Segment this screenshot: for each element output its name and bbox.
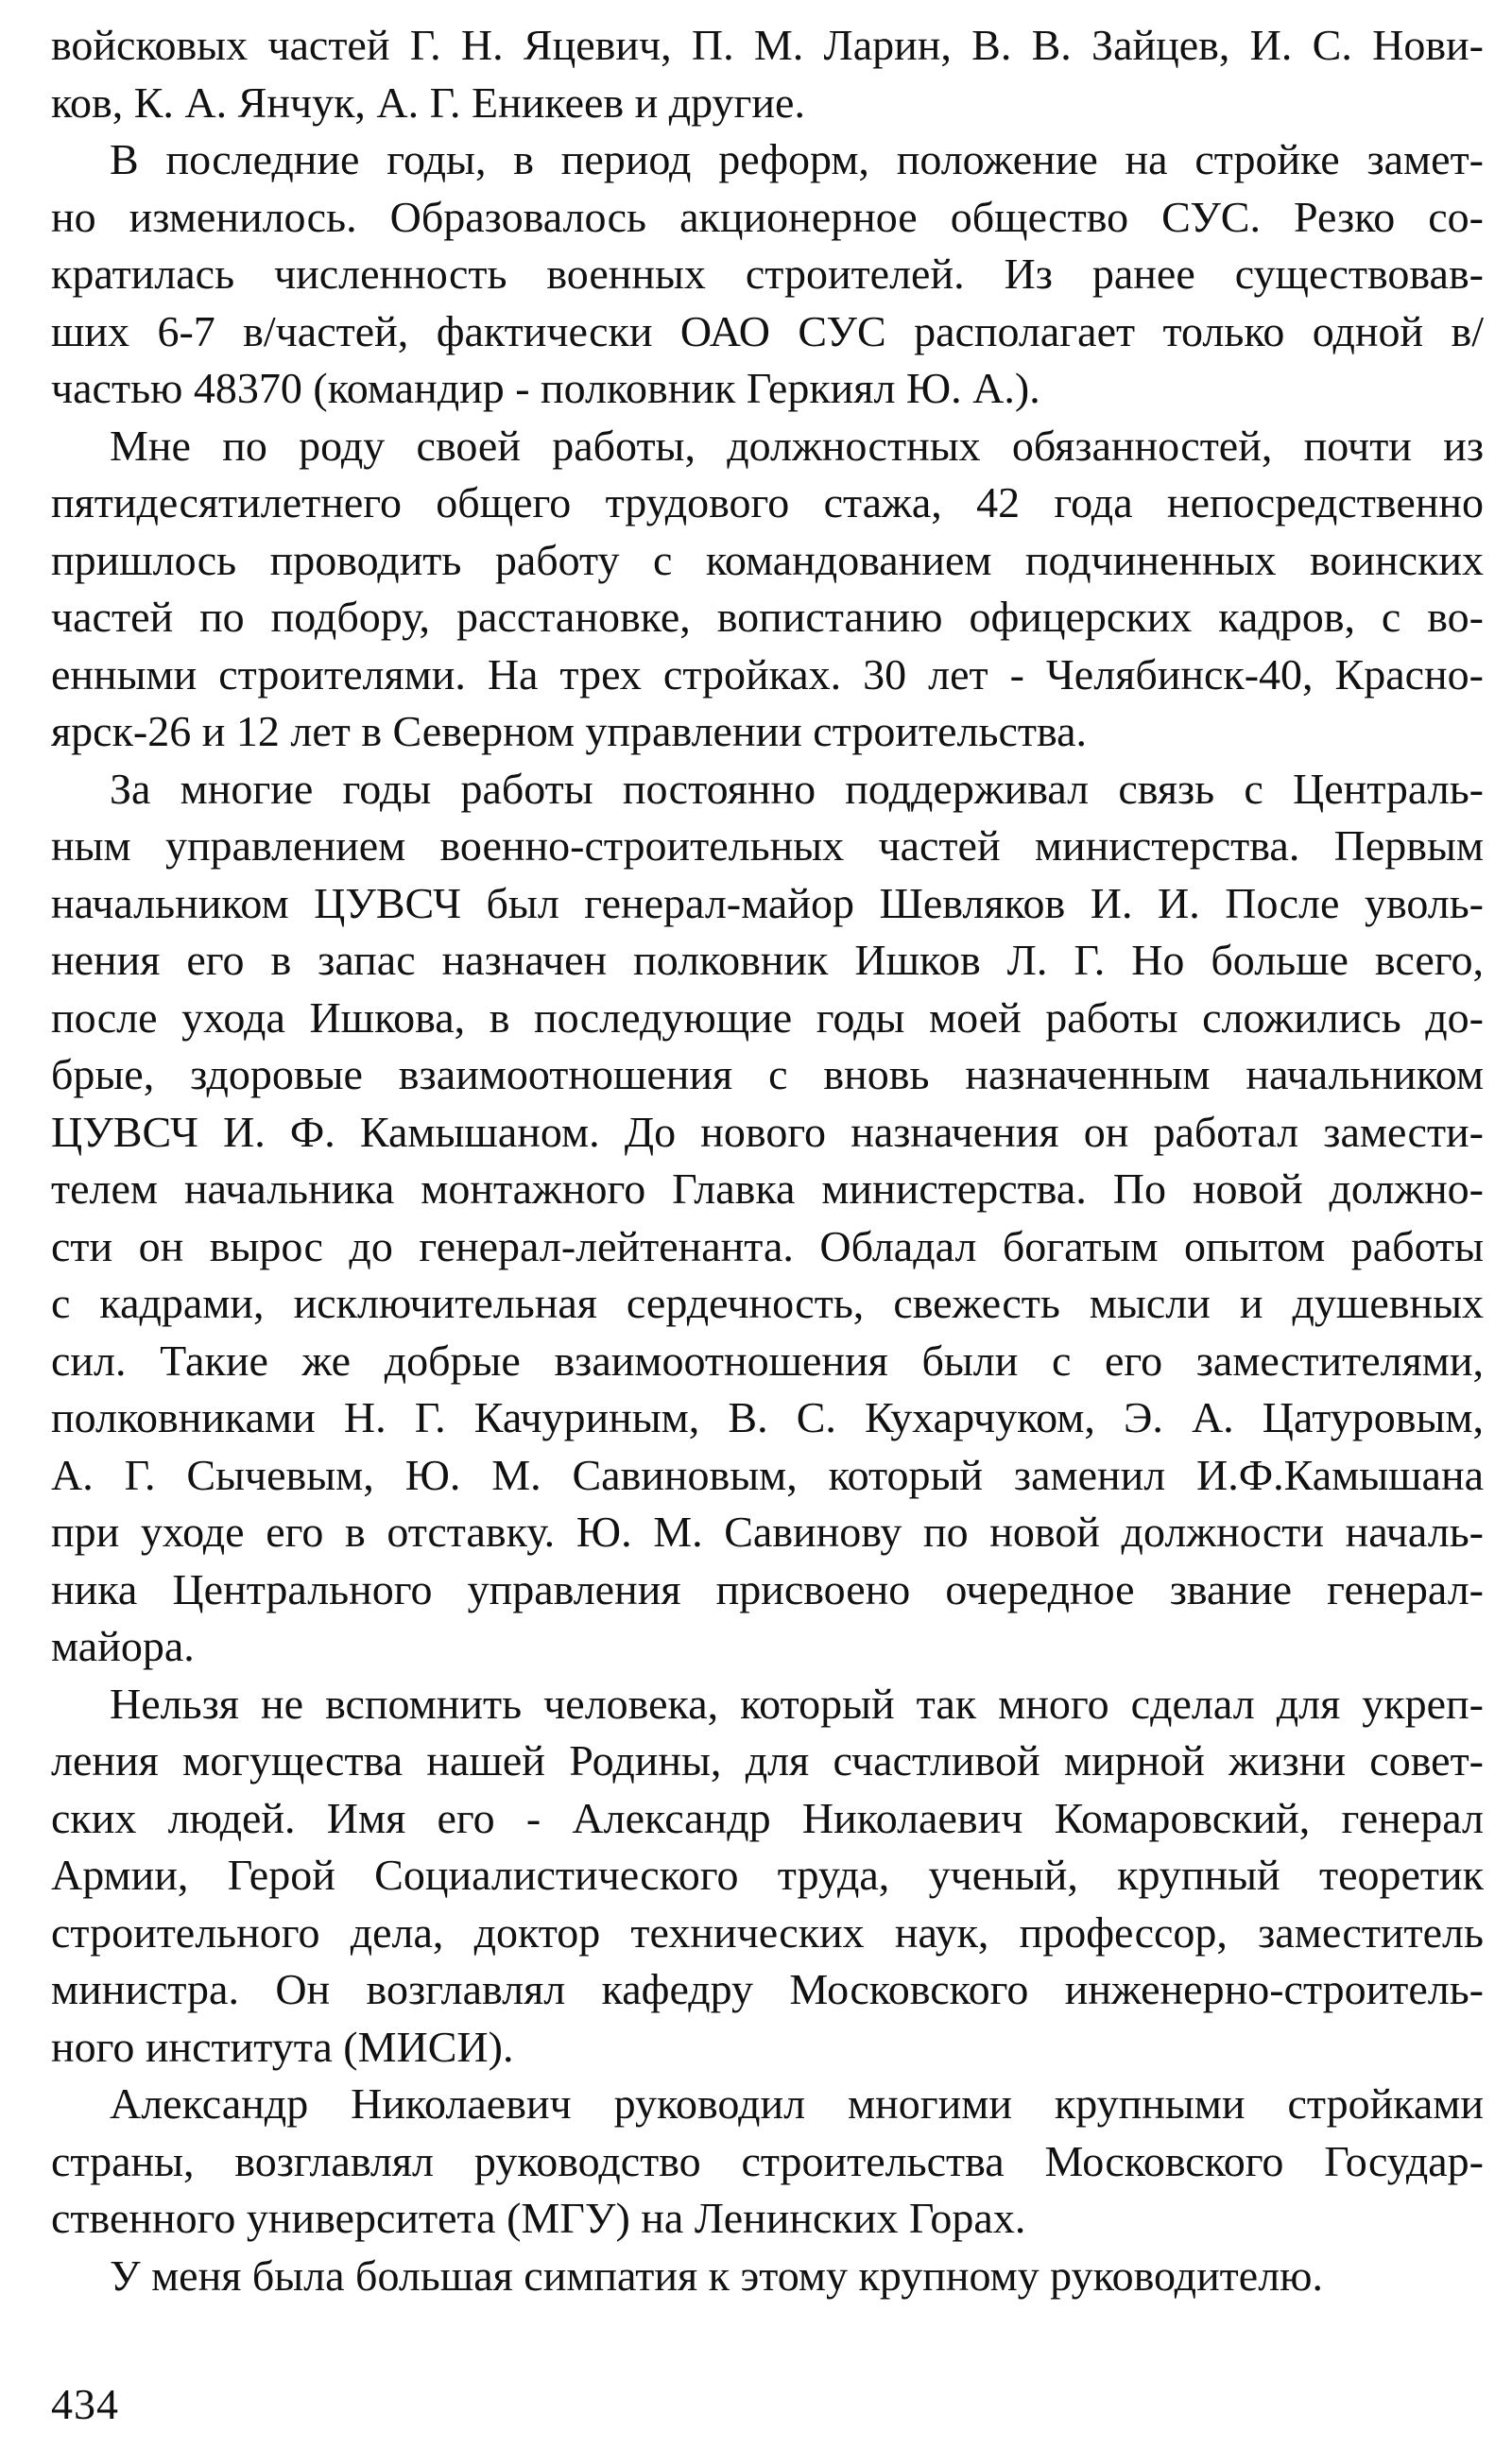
text-line: брые, здоровые взаимоотношения с вновь назначенным начальником	[51, 1050, 1484, 1098]
text-line: За многие годы работы постоянно поддерживал связь с Централь-	[110, 764, 1484, 813]
text-line: ственного университета (МГУ) на Ленинских Горах.	[51, 2194, 1026, 2242]
paragraph	[51, 418, 1484, 761]
text-line: ских людей. Имя его - Александр Николаевич Комаровский, генерал	[51, 1793, 1484, 1842]
text-line: страны, возглавлял руководство строительства Московского Государ-	[51, 2136, 1484, 2185]
text-line: ЦУВСЧ И. Ф. Камышаном. До нового назначения он работал замести-	[51, 1107, 1484, 1156]
paragraph	[51, 2248, 1484, 2305]
text-line: частью 48370 (командир - полковник Геркиял Ю. А.).	[51, 364, 1040, 412]
text-line: с кадрами, исключительная сердечность, свежесть мысли и душевных	[51, 1279, 1484, 1327]
text-line: Нельзя не вспомнить человека, который так много сделал для укреп-	[110, 1679, 1484, 1728]
paragraph	[51, 131, 1484, 418]
text-line: ков, К. А. Янчук, А. Г. Еникеев и другие.	[51, 78, 805, 127]
text-line: майора.	[51, 1622, 195, 1670]
text-line: но изменилось. Образовалось акционерное общество СУС. Резко со-	[51, 192, 1484, 241]
text-line: енными строителями. На трех стройках. 30 лет - Челябинск-40, Красно-	[51, 649, 1484, 698]
page-number: 434	[51, 2380, 119, 2428]
text-line: Армии, Герой Социалистического труда, ученый, крупный теоретик	[51, 1851, 1484, 1899]
text-line: Александр Николаевич руководил многими крупными стройками	[110, 2079, 1484, 2128]
text-line: телем начальника монтажного Главка министерства. По новой должно-	[51, 1164, 1484, 1213]
paragraph	[51, 2076, 1484, 2248]
text-line: У меня была большая симпатия к этому крупному руководителю.	[110, 2251, 1324, 2300]
paragraph	[51, 761, 1484, 1676]
text-line: ного института (МИСИ).	[51, 2022, 514, 2071]
text-line: строительного дела, доктор технических наук, профессор, заместитель	[51, 1907, 1484, 1957]
text-line: ления могущества нашей Родины, для счастливой мирной жизни совет-	[51, 1736, 1484, 1785]
text-line: частей по подбору, расстановке, вопистанию офицерских кадров, с во-	[51, 593, 1484, 641]
text-line: начальником ЦУВСЧ был генерал-майор Шевляков И. И. После уволь-	[51, 878, 1484, 927]
text-line: ника Центрального управления присвоено очередное звание генерал-	[51, 1564, 1484, 1613]
text-line: ших 6-7 в/частей, фактически ОАО СУС располагает только одной в/	[51, 306, 1484, 355]
text-line: сти он вырос до генерал-лейтенанта. Обладал богатым опытом работы	[51, 1221, 1484, 1270]
text-line: сил. Такие же добрые взаимоотношения были с его заместителями,	[51, 1336, 1484, 1385]
body-text	[51, 17, 1484, 2304]
text-line: ярск-26 и 12 лет в Северном управлении строительства.	[51, 707, 1088, 755]
text-line: при уходе его в отставку. Ю. М. Савинову по новой должности началь-	[51, 1508, 1484, 1556]
text-line: Мне по роду своей работы, должностных обязанностей, почти из	[110, 421, 1484, 470]
text-line: пятидесятилетнего общего трудового стажа, 42 года непосредственно	[51, 478, 1484, 526]
text-line: В последние годы, в период реформ, положение на стройке замет-	[110, 135, 1484, 183]
text-line: кратилась численность военных строителей. Из ранее существовав-	[51, 250, 1484, 298]
text-line: полковниками Н. Г. Качуриным, В. С. Кухарчуком, Э. А. Цатуровым,	[51, 1393, 1484, 1441]
paragraph	[51, 1676, 1484, 2077]
text-line: министра. Он возглавлял кафедру Московского инженерно-строитель-	[51, 1965, 1484, 2013]
text-line: А. Г. Сычевым, Ю. М. Савиновым, который заменил И.Ф.Камышана	[51, 1450, 1484, 1499]
text-line: пришлось проводить работу с командованием подчиненных воинских	[51, 535, 1484, 584]
text-line: нения его в запас назначен полковник Ишков Л. Г. Но больше всего,	[51, 936, 1484, 984]
text-line: после ухода Ишкова, в последующие годы моей работы сложились до-	[51, 992, 1484, 1042]
text-line: ным управлением военно-строительных частей министерства. Первым	[51, 821, 1484, 870]
paragraph	[51, 17, 1484, 131]
text-line: войсковых частей Г. Н. Яцевич, П. М. Ларин, В. В. Зайцев, И. С. Нови-	[51, 21, 1484, 69]
